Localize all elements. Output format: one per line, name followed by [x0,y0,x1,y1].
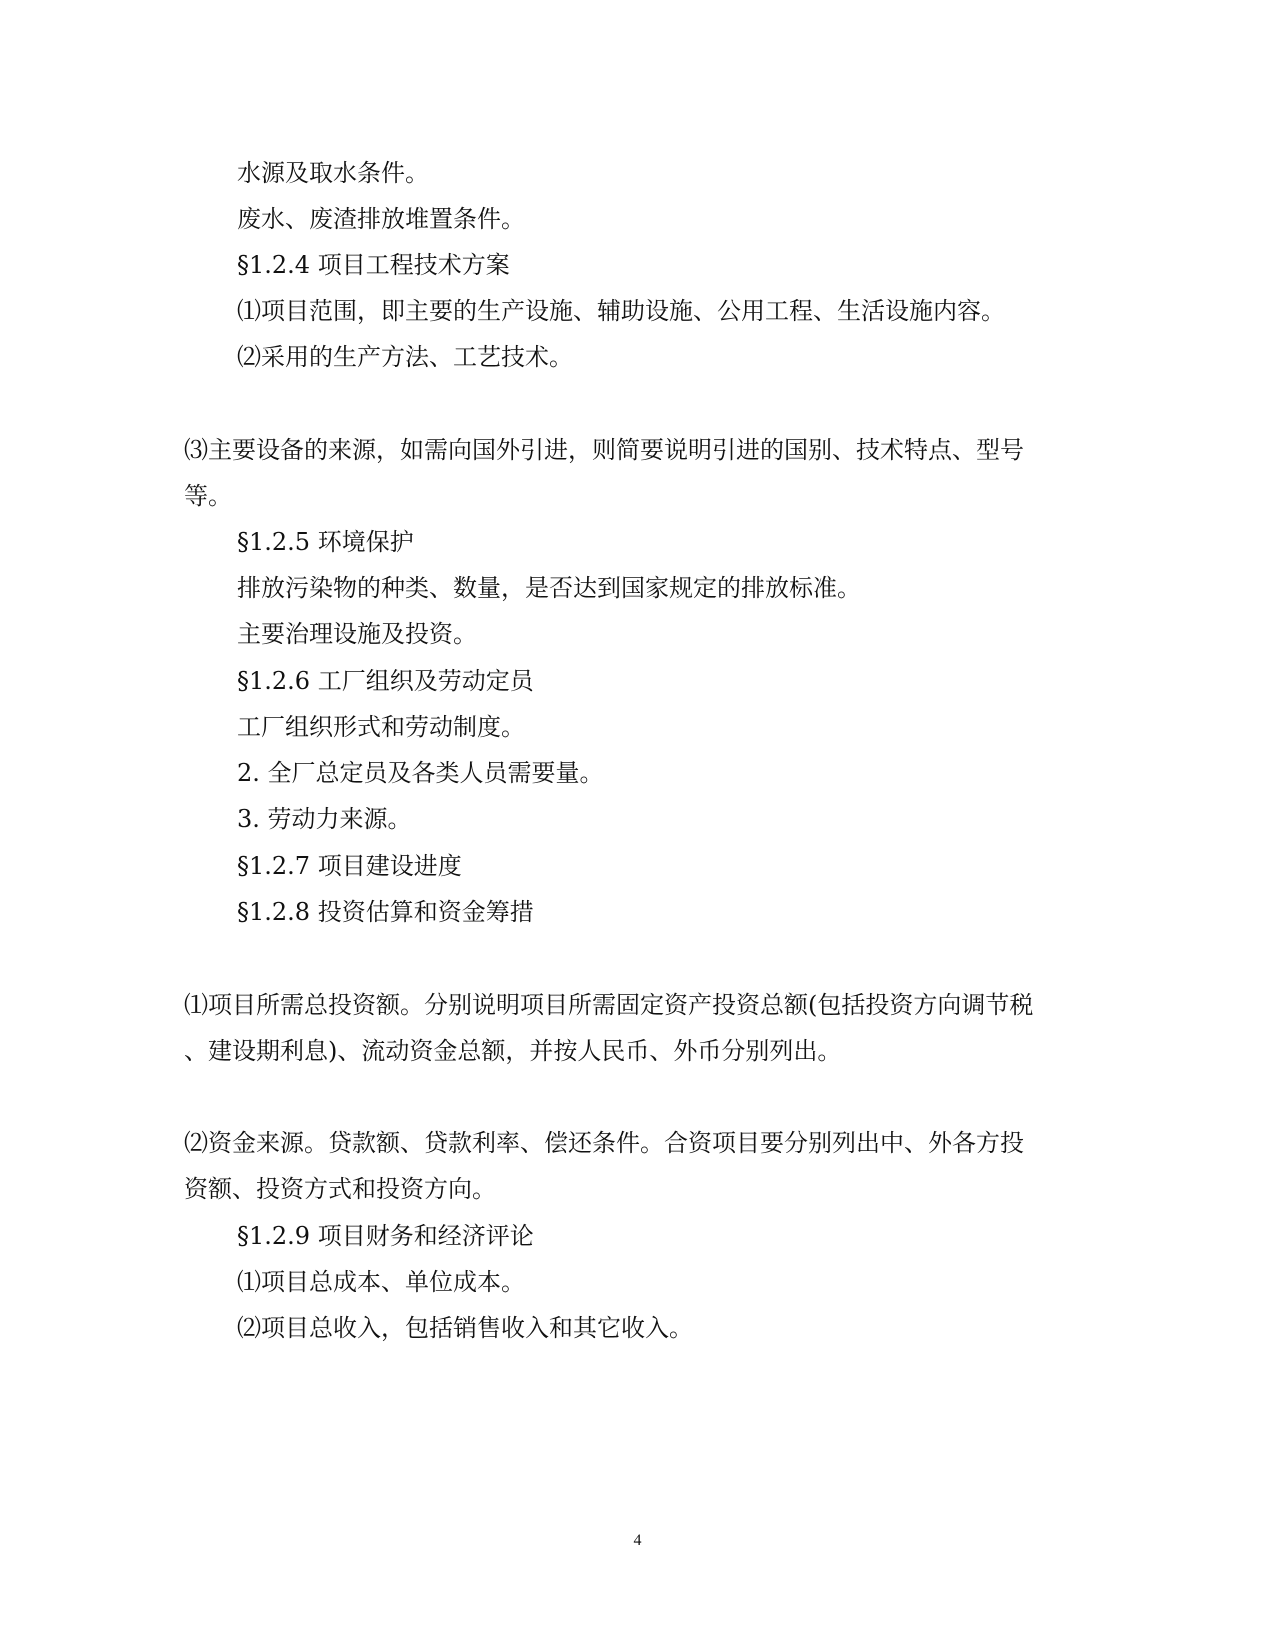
text-line: 排放污染物的种类、数量，是否达到国家规定的排放标准。 [237,574,861,602]
text-line: 3. 劳动力来源。 [237,805,412,833]
section-heading: §1.2.5 环境保护 [237,528,414,556]
section-heading: §1.2.9 项目财务和经济评论 [237,1222,534,1250]
text-line: ⑵项目总收入，包括销售收入和其它收入。 [237,1314,693,1342]
section-heading: §1.2.6 工厂组织及劳动定员 [237,667,534,695]
text-line: ⑴项目总成本、单位成本。 [237,1268,525,1296]
text-line: 水源及取水条件。 [237,159,429,187]
section-heading: §1.2.4 项目工程技术方案 [237,251,510,279]
text-line: ⑵采用的生产方法、工艺技术。 [237,343,573,371]
text-line: ⑴项目范围，即主要的生产设施、辅助设施、公用工程、生活设施内容。 [237,297,1005,325]
text-line: 2. 全厂总定员及各类人员需要量。 [237,759,604,787]
section-heading: §1.2.7 项目建设进度 [237,852,462,880]
text-line: 、建设期利息)、流动资金总额，并按人民币、外币分别列出。 [184,1037,842,1065]
text-line: 等。 [184,482,232,510]
text-line: ⑴项目所需总投资额。分别说明项目所需固定资产投资总额(包括投资方向调节税 [184,991,1034,1019]
text-line: 工厂组织形式和劳动制度。 [237,713,525,741]
text-line: 主要治理设施及投资。 [237,620,477,648]
text-line: 资额、投资方式和投资方向。 [184,1175,496,1203]
text-line: 废水、废渣排放堆置条件。 [237,205,525,233]
text-line: ⑵资金来源。贷款额、贷款利率、偿还条件。合资项目要分别列出中、外各方投 [184,1129,1024,1157]
text-line: ⑶主要设备的来源，如需向国外引进，则简要说明引进的国别、技术特点、型号 [184,436,1024,464]
page-number: 4 [633,1532,642,1549]
section-heading: §1.2.8 投资估算和资金筹措 [237,898,534,926]
